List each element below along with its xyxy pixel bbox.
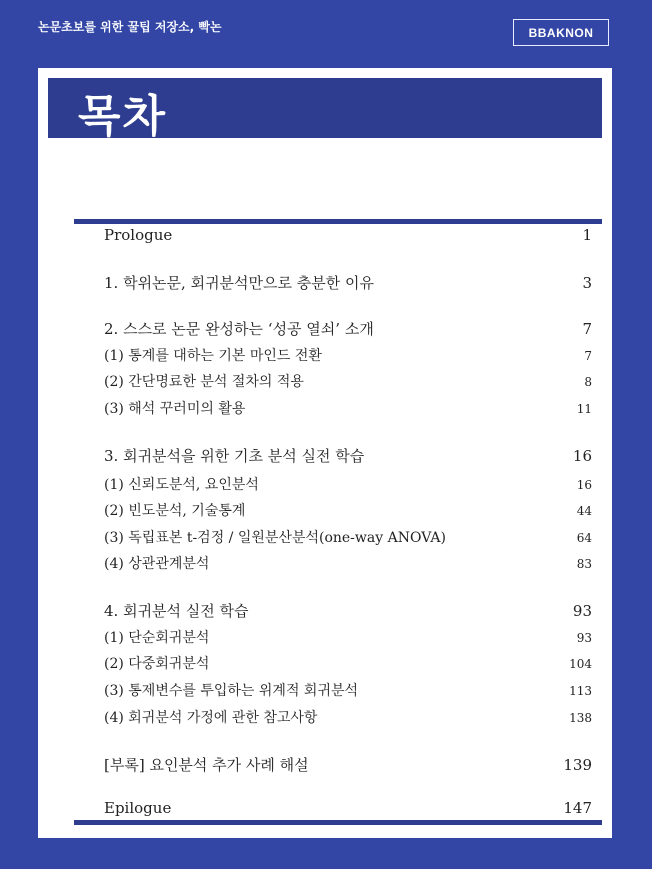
- toc-entry-prologue: [104, 226, 592, 244]
- toc-label: (1) 신뢰도분석, 요인분석: [104, 477, 259, 493]
- toc-label: (2) 간단명료한 분석 절차의 적용: [104, 374, 304, 390]
- toc-page-number: 93: [572, 602, 592, 620]
- toc-page-number: 139: [563, 756, 592, 774]
- toc-entry-epilogue: [104, 799, 592, 817]
- toc-label: (3) 통제변수를 투입하는 위계적 회귀분석: [104, 683, 359, 699]
- toc-page-number: 7: [584, 349, 592, 363]
- toc-label: (3) 독립표본 t-검정 / 일원분산분석(one-way ANOVA): [104, 530, 446, 546]
- toc-label: (4) 회귀분석 가정에 관한 참고사항: [104, 710, 318, 726]
- toc-page-number: 44: [576, 504, 592, 518]
- toc-page-number: 11: [576, 402, 592, 416]
- toc-entry-section: [104, 527, 592, 547]
- toc-entry-section: [104, 474, 592, 494]
- toc-entry-section: [104, 680, 592, 700]
- top-rule: [74, 219, 602, 224]
- bottom-rule: [74, 820, 602, 825]
- toc-entry-section: [104, 653, 592, 673]
- toc-entry-section: [104, 398, 592, 418]
- toc-entry-chapter-1: [104, 272, 592, 293]
- topbar-title: 논문초보를 위한 꿀팁 저장소, 빡논: [38, 20, 222, 34]
- toc-label: Prologue: [104, 226, 173, 244]
- brand-logo: BBAKNON: [513, 19, 609, 46]
- toc-label: 4. 회귀분석 실전 학습: [104, 602, 249, 620]
- toc-entry-section: [104, 345, 592, 365]
- toc-page-number: 93: [576, 631, 592, 645]
- toc-entry-chapter-2: [104, 318, 592, 339]
- toc-entry-section: [104, 553, 592, 573]
- toc-entry-section: [104, 371, 592, 391]
- toc-label: (2) 다중회귀분석: [104, 656, 210, 672]
- page-title: 목차: [78, 91, 168, 142]
- toc-page-number: 138: [569, 711, 592, 725]
- toc-label: (3) 해석 꾸러미의 활용: [104, 401, 246, 417]
- toc-label: [부록] 요인분석 추가 사례 해설: [104, 756, 309, 774]
- toc-page-number: 8: [584, 375, 592, 389]
- toc-page-number: 16: [572, 447, 592, 465]
- toc-page-number: 7: [582, 320, 592, 338]
- toc-entry-section: [104, 627, 592, 647]
- toc-page-number: 104: [569, 657, 592, 671]
- toc-page-number: 64: [576, 531, 592, 545]
- toc-page-number: 3: [582, 274, 592, 292]
- toc-label: (2) 빈도분석, 기술통계: [104, 503, 246, 519]
- toc-entry-appendix: [104, 754, 592, 775]
- toc-label: 3. 회귀분석을 위한 기초 분석 실전 학습: [104, 447, 365, 465]
- toc-entry-chapter-4: [104, 600, 592, 621]
- toc-label: (1) 통계를 대하는 기본 마인드 전환: [104, 348, 322, 364]
- toc-page: [38, 68, 612, 838]
- toc-label: Epilogue: [104, 799, 172, 817]
- toc-page-number: 83: [576, 557, 592, 571]
- toc-page-number: 16: [576, 478, 592, 492]
- toc-entry-section: [104, 707, 592, 727]
- toc-label: 1. 학위논문, 회귀분석만으로 충분한 이유: [104, 274, 374, 292]
- toc-page-number: 113: [569, 684, 592, 698]
- toc-label: (1) 단순회귀분석: [104, 630, 210, 646]
- toc-page-number: 1: [582, 226, 592, 244]
- toc-entry-chapter-3: [104, 445, 592, 466]
- page-header: [48, 78, 602, 142]
- toc-entry-section: [104, 500, 592, 520]
- toc-page-number: 147: [563, 799, 592, 817]
- toc-label: (4) 상관관계분석: [104, 556, 210, 572]
- toc-label: 2. 스스로 논문 완성하는 ‘성공 열쇠’ 소개: [104, 320, 374, 338]
